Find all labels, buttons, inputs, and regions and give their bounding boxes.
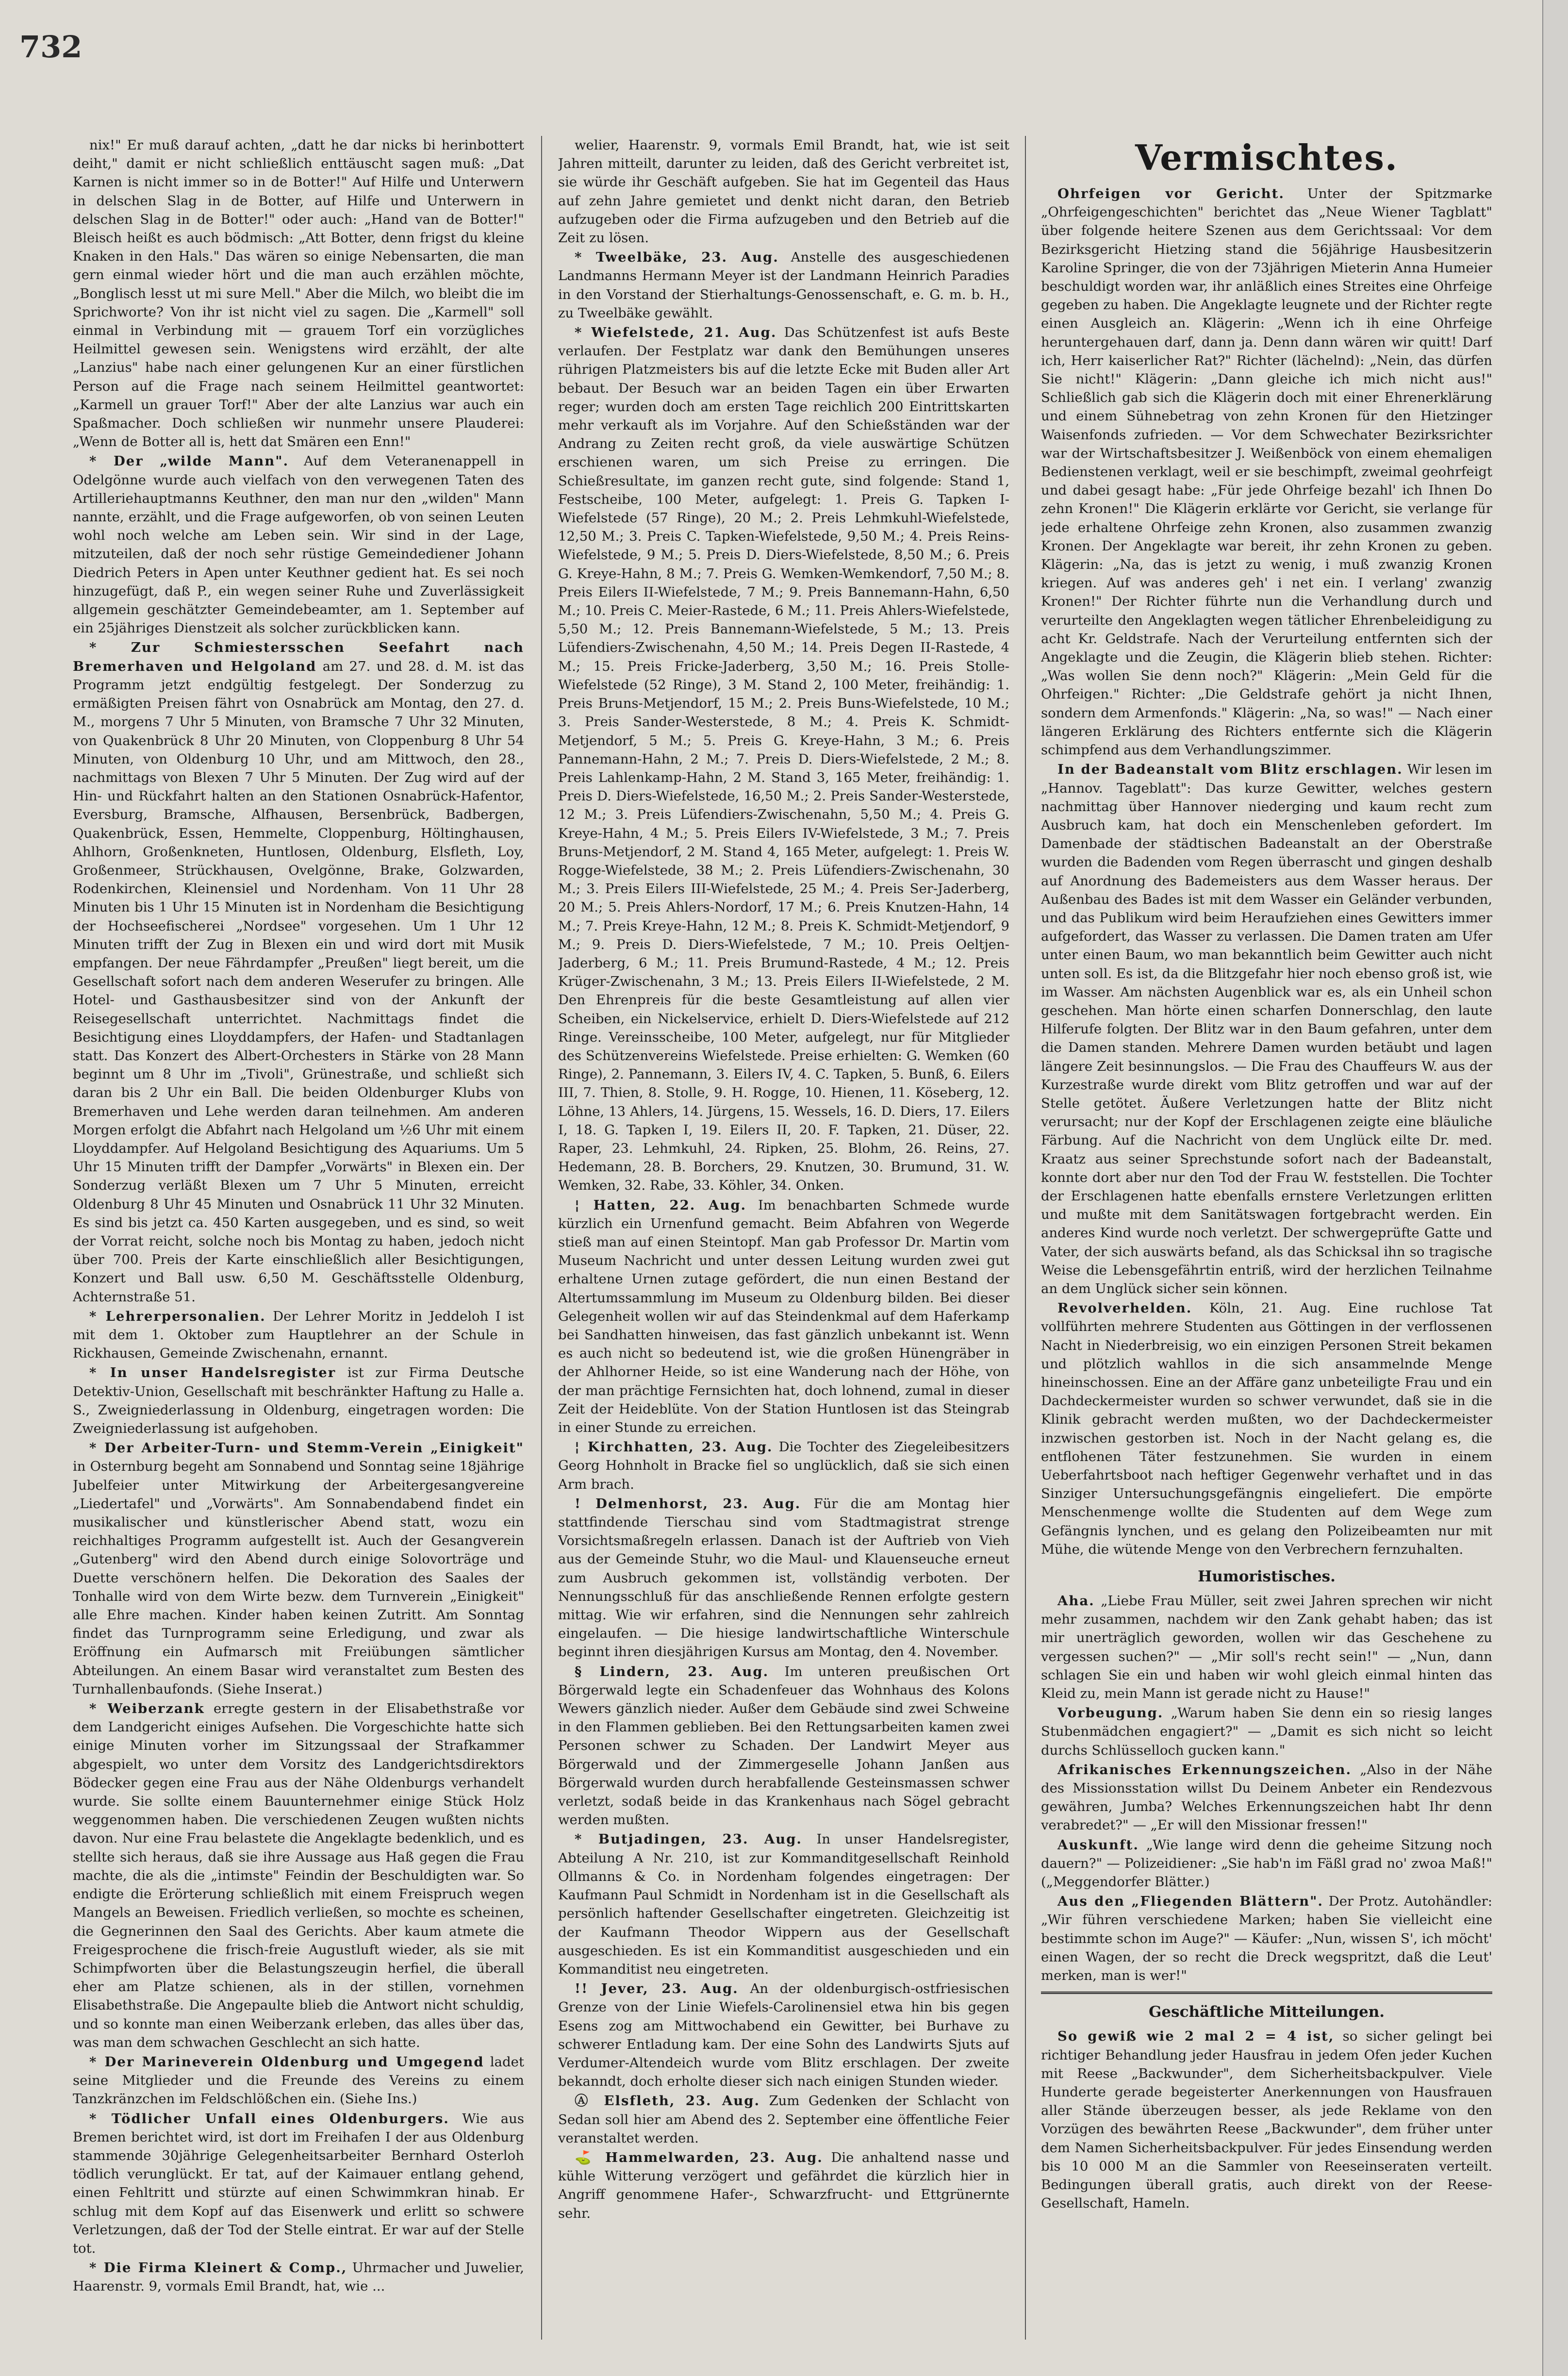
article-text: ladet seine Mitglieder und die Freunde des Vereins zu einem Tanzkränzchen im Feldschlößchen ein. (Siehe Ins.) <box>73 2054 524 2107</box>
article-headline: Vorbeugung. <box>1057 1705 1164 1721</box>
page-number: 732 <box>19 29 83 65</box>
article-paragraph <box>73 1363 524 1438</box>
article-paragraph <box>558 1662 1009 1829</box>
article-headline: ¦ Hatten, 22. Aug. <box>575 1197 747 1213</box>
article-paragraph <box>1041 1299 1492 1559</box>
article-paragraph <box>1041 1761 1492 1835</box>
article-headline: Ohrfeigen vor Gericht. <box>1057 186 1285 201</box>
article-text: Das Schützenfest ist aufs Beste verlaufen. Der Festplatz war dank den Bemühungen unseres rührigen Platzmeisters bis auf die letzte Ecke mit Buden aller Art bebaut. Der Besuch war an beiden Tagen ein über Erwarten reger; wurden doch am ersten Tage reichlich 200 Eintrittskarten mehr verkauft als im Vorjahre. Auf den Schießständen war der Andrang zu Zeiten recht groß, da viele auswärtige Schützen erschienen waren, um sich Preise zu erringen. Die Schießresultate, im ganzen recht gute, sind folgende: Stand 1, Festscheibe, 100 Meter, aufgelegt: 1. Preis G. Tapken I-Wiefelstede (57 Ringe), 20 M.; 2. Preis Lehmkuhl-Wiefelstede, 12,50 M.; 3. Preis C. Tapken-Wiefelstede, 9,50 M.; 4. Preis Reins-Wiefelstede, 9 M.; 5. Preis D. Diers-Wiefelstede, 8,50 M.; 6. Preis G. Kreye-Hahn, 8 M.; 7. Preis G. Wemken-Wemkendorf, 7,50 M.; 8. Preis Eilers II-Wiefelstede, 7 M.; 9. Preis Bannemann-Hahn, 6,50 M.; 10. Preis C. Meier-Rastede, 6 M.; 11. Preis Ahlers-Wiefelstede, 5,50 M.; 12. Preis Bannemann-Wiefelstede, 5 M.; 13. Preis Lüfendiers-Zwischenahn, 4,50 M.; 14. Preis Degen II-Rastede, 4 M.; 15. Preis Fricke-Jaderberg, 3,50 M.; 16. Preis Stolle-Wiefelstede (52 Ringe), 3 M. Stand 2, 100 Meter, freihändig: 1. Preis Bruns-Metjendorf, 15 M.; 2. Preis Buns-Wiefelstede, 10 M.; 3. Preis Sander-Westerstede, 8 M.; 4. Preis K. Schmidt-Metjendorf, 5 M.; 5. Preis G. Kreye-Hahn, 3 M.; 6. Preis Pannemann-Hahn, 2 M.; 7. Preis D. Diers-Wiefelstede, 2 M.; 8. Preis Lahlenkamp-Hahn, 2 M. Stand 3, 165 Meter, freihändig: 1. Preis D. Diers-Wiefelstede, 16,50 M.; 2. Preis Sander-Westerstede, 12 M.; 3. Preis Lüfendiers-Zwischenahn, 5,50 M.; 4. Preis G. Kreye-Hahn, 4 M.; 5. Preis Eilers IV-Wiefelstede, 3 M.; 7. Preis Bruns-Metjendorf, 2 M. Stand 4, 165 Meter, aufgelegt: 1. Preis W. Rogge-Wiefelstede, 38 M.; 2. Preis Lüfendiers-Zwischenahn, 30 M.; 3. Preis Eilers III-Wiefelstede, 25 M.; 4. Preis Ser-Jaderberg, 20 M.; 5. Preis Ahlers-Nordorf, 17 M.; 6. Preis Knutzen-Hahn, 14 M.; 7. Preis Kreye-Hahn, 12 M.; 8. Preis K. Schmidt-Metjendorf, 9 M.; 9. Preis D. Diers-Wiefelstede, 7 M.; 10. Preis Oeltjen-Jaderberg, 6 M.; 11. Preis Brumund-Rastede, 4 M.; 12. Preis Krüger-Zwischenahn, 3 M.; 13. Preis Eilers II-Wiefelstede, 2 M. Den Ehrenpreis für die beste Gesamtleistung auf allen vier Scheiben, ein Nickelservice, erhielt D. Diers-Wiefelstede auf 212 Ringe. Vereinsscheibe, 100 Meter, aufgelegt, nur für Mitglieder des Schützenvereins Wiefelstede. Preise erhielten: G. Wemken (60 Ringe), 2. Pannemann, 3. Eilers IV, 4. C. Tapken, 5. Bunß, 6. Eilers III, 7. Thien, 8. Stolle, 9. H. Rogge, 10. Hienen, 11. Köseberg, 12. Löhne, 13 Ahlers, 14. Jürgens, 15. Wessels, 16. D. Diers, 17. Eilers I, 18. G. Tapken I, 19. Eilers II, 20. F. Tapken, 21. Düser, 22. Raper, 23. Lehmkuhl, 24. Ripken, 25. Blohm, 26. Reins, 27. Hedemann, 28. B. Borchers, 29. Knutzen, 30. Brumund, 31. W. Wemken, 32. Rabe, 33. Köhler, 34. Onken. <box>558 325 1009 1194</box>
article-paragraph <box>1041 184 1492 759</box>
article-text: am 27. und 28. d. M. ist das Programm jetzt endgültig festgelegt. Der Sonderzug zu ermäßigten Preisen fährt von Osnabrück am Montag, den 27. d. M., morgens 7 Uhr 5 Minuten, von Bramsche 7 Uhr 32 Minuten, von Quakenbrück 8 Uhr 20 Minuten, von Cloppenburg 8 Uhr 54 Minuten, von Oldenburg 10 Uhr, und am Mittwoch, den 28., nachmittags von Blexen 7 Uhr 5 Minuten. Der Zug wird auf der Hin- und Rückfahrt halten an den Stationen Osnabrück-Hafentor, Eversburg, Bramsche, Alfhausen, Bersenbrück, Badbergen, Quakenbrück, Essen, Hemmelte, Cloppenburg, Höltinghausen, Ahlhorn, Großenkneten, Huntlosen, Oldenburg, Elsfleth, Loy, Großenmeer, Strückhausen, Ovelgönne, Brake, Golzwarden, Rodenkirchen, Kleinensiel und Nordenham. Von 11 Uhr 28 Minuten bis 1 Uhr 15 Minuten ist in Nordenham die Besichtigung der Hochseefischerei „Nordsee" vorgesehen. Um 1 Uhr 12 Minuten trifft der Zug in Blexen ein und wird dort mit Musik empfangen. Der neue Fährdampfer „Preußen" liegt bereit, um die Gesellschaft sofort nach dem anderen Weserufer zu bringen. Alle Hotel- und Gasthausbesitzer sind von der Ankunft der Reisegesellschaft unterrichtet. Nachmittags findet die Besichtigung eines Lloyddampfers, der Hafen- und Stadtanlagen statt. Das Konzert des Albert-Orchesters in Stärke von 28 Mann beginnt um 8 Uhr im „Tivoli", Grünestraße, und schließt sich daran bis 2 Uhr ein Ball. Die beiden Oldenburger Klubs von Bremerhaven und Lehe werden daran teilnehmen. Am anderen Morgen erfolgt die Abfahrt nach Helgoland um ½6 Uhr mit einem Lloyddampfer. Auf Helgoland Besichtigung des Aquariums. Um 5 Uhr 15 Minuten trifft der Dampfer „Vorwärts" in Blexen ein. Der Sonderzug verläßt Blexen um 7 Uhr 5 Minuten, erreicht Oldenburg 8 Uhr 45 Minuten und Osnabrück 11 Uhr 32 Minuten. Es sind bis jetzt ca. 450 Karten ausgegeben, und es sind, so weit der Vorrat reicht, solche noch bis Montag zu haben, jedoch nicht über 700. Preis der Karte einschließlich aller Besichtigungen, Konzert und Ball usw. 6,50 M. Geschäftsstelle Oldenburg, Achternstraße 51. <box>73 658 524 1305</box>
page-edge <box>1542 0 1568 2376</box>
article-text: in Osternburg begeht am Sonnabend und Sonntag seine 18jährige Jubelfeier unter Mitwirkung der Arbeitergesangvereine „Liedertafel" und „Vorwärts". Am Sonnabendabend findet ein musikalischer und künstlerischer Abend statt, wozu ein reichhaltiges Programm aufgestellt ist. Auch der Gesangverein „Gutenberg" wird den Abend durch einige Solovorträge und Duette verschönern helfen. Die Dekoration des Saales der Tonhalle wird von dem Wirte bezw. dem Turnverein „Einigkeit" alle Ehre machen. Kinder haben keinen Zutritt. Am Sonntag findet das Turnprogramm seine Erledigung, und zwar als Eröffnung ein Aufmarsch mit Freiübungen sämtlicher Abteilungen. An einem Basar wird veranstaltet zum Besten des Turnhallenbaufonds. (Siehe Inserat.) <box>73 1459 524 1697</box>
article-headline: ¦ Kirchhatten, 23. Aug. <box>575 1439 773 1455</box>
article-text: „Wie lange wird denn die geheime Sitzung noch dauern?" — Polizeidiener: „Sie hab'n im Fäßl grad no' zwoa Maß!" („Meggendorfer Blätter.) <box>1041 1837 1492 1890</box>
article-text: Wie aus Bremen berichtet wird, ist dort im Freihafen I der aus Oldenburg stammende 30jährige Gelegenheitsarbeiter Bernhard Osterloh tödlich verunglückt. Er tat, auf der Kaimauer entlang gehend, einen Fehltritt und stürzte auf einen Schwimmkran hinab. Er schlug mit dem Kopf auf das Eisenwerk und erlitt so schwere Verletzungen, daß der Tod der Stelle eintrat. Er war auf der Stelle tot. <box>73 2110 524 2256</box>
article-paragraph <box>558 2092 1009 2147</box>
article-headline: Ⓐ Elsfleth, 23. Aug. <box>575 2093 760 2109</box>
article-headline: !! Jever, 23. Aug. <box>575 1981 739 1997</box>
article-paragraph <box>1041 1836 1492 1892</box>
article-paragraph <box>558 1979 1009 2091</box>
article-text: Uhrmacher und Juwelier, Haarenstr. 9, vormals Emil Brandt, hat, wie ... <box>73 2260 524 2294</box>
article-headline: * Tweelbäke, 23. Aug. <box>575 249 779 266</box>
article-text: Anstelle des ausgeschiedenen Landmanns Hermann Meyer ist der Landmann Heinrich Paradies in den Vorstand der Stierhaltungs-Genossenschaft, e. G. m. b. H., zu Tweelbäke gewählt. <box>558 249 1009 321</box>
article-headline: * Weiberzank <box>89 1701 205 1717</box>
article-headline: Revolverhelden. <box>1057 1300 1192 1316</box>
article-paragraph <box>1041 2027 1492 2212</box>
article-headline: ! Delmenhorst, 23. Aug. <box>575 1495 801 1512</box>
article-text: Zum Gedenken der Schlacht von Sedan soll hier am Abend des 2. September eine öffentliche Feier veranstaltet werden. <box>558 2093 1009 2146</box>
article-text: so sicher gelingt bei richtiger Behandlung jeder Hausfrau in jedem Ofen jeder Kuchen mit Reese „Backwunder", dem Sicherheitsbackpulver. Viele Hunderte gerade begeisterter Anerkennungen von Hausfrauen aller Stände überzeugen besser, als jede Reklame von den Vorzügen des bewährten Reese „Backwunder", dem früher unter dem Namen Sicherheitsbackpulver. Für jedes Einsendung werden bis 10 000 M an die Sammler von Reeseinseraten verteilt. Bedingungen überall gratis, auch direkt von der Reese-Gesellschaft, Hameln. <box>1041 2028 1492 2211</box>
article-text: Für die am Montag hier stattfindende Tierschau sind vom Stadtmagistrat strenge Vorsichtsmaßregeln erlassen. Danach ist der Auftrieb von Vieh aus der Gemeinde Stuhr, wo die Maul- und Klauenseuche erneut zum Ausbruch gekommen ist, vollständig verboten. Der Nennungsschluß für das anschließende Rennen erfolgte gestern mittag. Wie wir erfahren, sind die Nennungen sehr zahlreich eingelaufen. — Die hiesige landwirtschaftliche Winterschule beginnt ihren diesjährigen Kursus am Montag, den 4. November. <box>558 1495 1009 1660</box>
article-paragraph <box>558 1196 1009 1437</box>
column-right <box>1041 136 1492 2369</box>
article-text: ist zur Firma Deutsche Detektiv-Union, Gesellschaft mit beschränkter Haftung zu Halle a. S., Zweigniederlassung in Oldenburg, eingetragen worden: Die Zweigniederlassung ist aufgehoben. <box>73 1365 524 1437</box>
article-text: Die Tochter des Ziegeleibesitzers Georg Hohnholt in Bracke fiel so unglücklich, daß sie sich einen Arm brach. <box>558 1439 1009 1492</box>
article-paragraph <box>73 638 524 1306</box>
article-paragraph <box>558 248 1009 322</box>
article-headline: § Lindern, 23. Aug. <box>575 1663 769 1679</box>
section-heading-vermischtes: Vermischtes. <box>1135 137 1398 178</box>
article-paragraph <box>558 1495 1009 1662</box>
article-paragraph <box>73 2259 524 2295</box>
article-text: nix!" Er muß darauf achten, „datt he dar nicks bi herinbottert deiht," damit er nicht schließlich enttäuscht sagen muß: „Dat Karnen is nicht immer so in de Botter!" Auf Hilfe und Unterwern in delschen Slag in de Botter, auf Hilfe und Unterwern in delschen Slag in de Botter!" oder auch: „Hand van de Botter!" Bleisch heißt es auch bödmisch: „Att Botter, denn frigst du kleine Knaken in den Hals." Das wären so einige Nebensarten, die man gern einmal wieder hört und die man auch erzählen möchte, „Bonglisch lesst ut mi sure Mell." Aber die Milch, wo bleibt die im Sprichworte? Von ihr ist nicht viel zu sagen. Die „Karmell" soll einmal in Verbindung mit — grauem Torf ein vorzügliches Heilmittel gewesen sein. Wenigstens wird erzählt, der alte „Lanzius" habe nach einer gelungenen Kur an einer fürstlichen Person auf die Frage nach seinem Heilmittel geantwortet: „Karmell un grauer Torf!" Aber der alte Lanzius war auch ein Spaßmacher. Doch schließen wir nunmehr unsere Plauderei: „Wenn de Botter all is, hett dat Smären een Enn!" <box>73 137 524 450</box>
article-paragraph <box>1041 1704 1492 1760</box>
column-rule <box>1025 136 1026 2340</box>
article-headline: Aus den „Fliegenden Blättern". <box>1057 1894 1323 1910</box>
article-headline: * Der Marineverein Oldenburg und Umgegend <box>89 2054 484 2070</box>
article-text: Wir lesen im „Hannov. Tageblatt": Das kurze Gewitter, welches gestern nachmittag über Hannover niederging und kaum recht zum Ausbruch kam, hat doch ein Menschenleben gefordert. Im Damenbade der städtischen Badeanstalt an der Oberstraße wurden die Badenden vom Regen überrascht und gingen deshalb auf Anordnung des Bademeisters aus dem Wasser heraus. Der Außenbau des Bades ist mit dem Wasser ein Geländer verbunden, und das Publikum wird beim Heraufziehen eines Gewitters immer aufgefordert, das Wasser zu verlassen. Die Damen traten am Ufer unter einen Baum, wo man bekanntlich beim Gewitter auch nicht unten soll. Es ist, da die Blitzgefahr hier noch ebenso groß ist, wie im Wasser. Am nächsten Augenblick war es, als ein Unheil schon geschehen. Man hörte einen scharfen Donnerschlag, den laute Hilferufe folgten. Der Blitz war in den Baum gefahren, unter dem die Damen standen. Mehrere Damen wurden betäubt und lagen längere Zeit besinnungslos. — Die Frau des Chauffeurs W. aus der Kurzestraße wurde direkt vom Blitz getroffen und war auf der Stelle getötet. Äußere Verletzungen hatte der Blitz nicht verursacht; nur der Kopf der Erschlagenen zeigte eine bläuliche Färbung. Auf die Nachricht von dem Unglück eilte Dr. med. Kraatz aus seiner Sprechstunde sofort nach der Badeanstalt, konnte dort aber nur den Tod der Frau W. feststellen. Die Tochter der Erschlagenen hatte ebenfalls ernstere Verletzungen erlitten und mußte mit dem Sanitätswagen fortgebracht werden. Ein anderes Kind wurde noch verletzt. Der schwergeprüfte Gatte und Vater, der sich auswärts befand, als das Schicksal ihn so tragische Weise die Lebensgefährtin entriß, wird der herzlichen Teilnahme an dem Unglück sicher sein können. <box>1041 762 1492 1296</box>
article-text: Im benachbarten Schmede wurde kürzlich ein Urnenfund gemacht. Beim Abfahren von Wegerde stieß man auf einen Steintopf. Man gab Professor Dr. Martin vom Museum Nachricht und unter dessen Leitung wurden zwei gut erhaltene Urnen zutage gefördert, die nun einen Bestand der Altertumssammlung im Museum zu Oldenburg bilden. Bei dieser Gelegenheit wollen wir auf das Steindenkmal auf dem Haferkamp bei Sandhatten hinweisen, das fast gänzlich unbekannt ist. Wenn es auch nicht so bedeutend ist, wie die großen Hünengräber in der Ahlhorner Heide, so ist eine Wanderung nach der Höhe, von der man prächtige Fernsichten hat, doch lohnend, zumal in dieser Zeit der Heideblüte. Von der Station Huntlosen ist das Steingrab in einer Stunde zu erreichen. <box>558 1197 1009 1436</box>
article-headline: * Tödlicher Unfall eines Oldenburgers. <box>89 2110 449 2127</box>
article-headline: Auskunft. <box>1057 1837 1139 1853</box>
column-rule <box>541 136 542 2340</box>
article-text: Im unteren preußischen Ort Börgerwald legte ein Schadenfeuer das Wohnhaus des Kolons Wewers gänzlich nieder. Außer dem Gebäude sind zwei Schweine in den Flammen geblieben. Bei den Rettungsarbeiten kamen zwei Personen schwer zu Schaden. Der Landwirt Meyer aus Börgerwald und der Zimmergeselle Johann Janßen aus Börgerwald wurden durch herabfallende Gesteinsmassen schwer verletzt, sodaß beide in das Krankenhaus nach Sögel gebracht werden mußten. <box>558 1663 1009 1828</box>
article-paragraph <box>73 2053 524 2109</box>
article-headline: Afrikanisches Erkennungszeichen. <box>1057 1761 1352 1778</box>
article-text: In unser Handelsregister, Abteilung A Nr. 210, ist zur Kommanditgesellschaft Reinhold Ollmanns & Co. in Nordenham folgendes eingetragen: Der Kaufmann Paul Schmidt in Nordenham ist in die Gesellschaft als persönlich haftender Gesellschafter eingetreten. Gleichzeitig ist der Kaufmann Theodor Wippern aus der Gesellschaft ausgeschieden. Es ist ein Kommanditist ausgeschieden und ein Kommanditist neu eingetreten. <box>558 1831 1009 1977</box>
article-paragraph <box>558 1438 1009 1494</box>
article-text: Die anhaltend nasse und kühle Witterung verzögert und gefährdet die kürzlich hier in Angriff genommene Hafer-, Schwarzfrucht- und Ettgrünernte sehr. <box>558 2149 1009 2221</box>
article-headline: * In unser Handelsregister <box>89 1365 336 1381</box>
article-headline: * Die Firma Kleinert & Comp., <box>89 2260 347 2276</box>
article-paragraph <box>558 323 1009 1195</box>
article-text: Auf dem Veteranenappell in Odelgönne wurde auch vielfach von den verwegenen Taten des Artilleriehauptmanns Keuthner, den man nur den „wilden" Mann nannte, erzählt, und die Frage aufgeworfen, ob von seinen Leuten wohl noch welche am Leben sein. Wir sind in der Lage, mitzuteilen, daß der noch sehr rüstige Gemeindediener Johann Diedrich Peters in Apen unter Keuthner gedient hat. Es sei noch hinzugefügt, daß P., ein wegen seiner Ruhe und Zuverlässigkeit allgemein geschätzter Gemeindebeamter, am 1. September auf ein 25jähriges Dienstzeit als solcher zurückblicken kann. <box>73 453 524 636</box>
article-headline: * Zur Schmiestersschen Seefahrt nach Bremerhaven und Helgoland <box>73 640 524 674</box>
article-text: erregte gestern in der Elisabethstraße vor dem Landgericht einiges Aufsehen. Die Vorgeschichte hatte sich einige Minuten vorher im Sitzungssaal der Strafkammer abgespielt, wo unter dem Vorsitz des Landgerichtsdirektors Bödecker gegen eine Frau aus der Nähe Oldenburgs verhandelt wurde. Sie sollte einem Bauunternehmer einige Stück Holz weggenommen haben. Die verschiedenen Zeugen wußten nichts davon. Nur eine Frau belastete die Angeklagte bedenklich, und es stellte sich heraus, daß sie ihre Aussage aus Haß gegen die Frau machte, die als die „intimste" Feindin der Beschuldigten war. So endigte die Erörterung schließlich mit einem Freispruch wegen Mangels an Beweisen. Friedlich verließen, so mochte es scheinen, die Gegnerinnen den Saal des Gerichts. Aber kaum atmete die Freigesprochene die frisch-freie Augustluft wieder, als sie mit Schimpfworten über die Belastungszeugin herfiel, die überall eher am Platze schienen, als in der stillen, vornehmen Elisabethstraße. Die Angepaulte blieb die Antwort nicht schuldig, und so konnte man einen Weiberzank erleben, das alles über das, was man dem schwachen Geschlecht an sich hatte. <box>73 1701 524 2050</box>
business-notices <box>1041 2027 1492 2212</box>
article-headline: So gewiß wie 2 mal 2 = 4 ist, <box>1057 2028 1335 2044</box>
article-headline: * Wiefelstede, 21. Aug. <box>575 325 777 341</box>
section-divider <box>1041 1992 1492 1994</box>
article-paragraph <box>73 136 524 451</box>
article-paragraph <box>73 1699 524 2052</box>
article-text: „Liebe Frau Müller, seit zwei Jahren sprechen wir nicht mehr zusammen, nachdem wir den Zank gehabt haben; das ist mir unerträglich geworden, wollen wir das Geschehene zu vergessen suchen?" — „Mir soll's recht sein!" — „Nun, dann schlagen Sie ein und haben wir wohl gleich einmal hinten das Kleid zu, mein Mann ist gerade nicht zu Hause!" <box>1041 1593 1492 1702</box>
article-paragraph <box>73 2110 524 2258</box>
column-middle <box>558 136 1009 2369</box>
section-heading-business: Geschäftliche Mitteilungen. <box>1148 2003 1385 2021</box>
column-left <box>73 136 524 2369</box>
article-text: „Also in der Nähe des Missionsstation willst Du Deinem Anbeter ein Rendezvous gewähren, Jumba? Welches Erkennungszeichen habt Ihr denn verabredet?" — „Er will den Missionar fressen!" <box>1041 1761 1492 1833</box>
article-headline: * Der Arbeiter-Turn- und Stemm-Verein „Einigkeit" <box>89 1440 524 1456</box>
article-paragraph <box>558 1830 1009 1978</box>
article-headline: In der Badeanstalt vom Blitz erschlagen. <box>1057 762 1403 778</box>
article-text: Der Protz. Autohändler: „Wir führen verschiedene Marken; haben Sie vielleicht eine bestimmte schon im Auge?" — Käufer: „Nun, wissen S', ich möcht' einen Wagen, der so recht die Dreck wegspritzt, daß die Leut' merken, man is wer!" <box>1041 1894 1492 1984</box>
humor-articles <box>1041 1592 1492 1985</box>
article-headline: Aha. <box>1057 1593 1095 1609</box>
article-headline: * Lehrerpersonalien. <box>89 1308 266 1324</box>
article-headline: * Der „wilde Mann". <box>89 453 289 469</box>
article-paragraph <box>558 136 1009 247</box>
article-headline: * Butjadingen, 23. Aug. <box>575 1831 802 1847</box>
article-paragraph <box>73 1439 524 1698</box>
article-text: Der Lehrer Moritz in Jeddeloh I ist mit dem 1. Oktober zum Hauptlehrer an der Schule in Rickhausen, Gemeinde Zwischenahn, ernannt. <box>73 1308 524 1362</box>
article-paragraph <box>558 2148 1009 2223</box>
article-text: welier, Haarenstr. 9, vormals Emil Brandt, hat, wie ist seit Jahren mitteilt, darunter zu leiden, daß des Gericht verbreitet ist, sie würde ihr Geschäft aufgeben. Sie hat im Gegenteil das Haus auf zehn Jahre gemietet und denkt nicht daran, den Betrieb aufzugeben oder die Firma aufzugeben und den Betrieb auf die Zeit zu lösen. <box>558 137 1009 246</box>
article-text: An der oldenburgisch-ostfriesischen Grenze von der Linie Wiefels-Carolinensiel etwa hin bis gegen Esens zog am Mittwochabend ein Gewitter, bei Burhave zu schwerer Entladung kam. Der eine Sohn des Landwirts Sjuts auf Verdumer-Altendeich wurde vom Blitz erschlagen. Der zweite bekanndt, doch erholte dieser sich nach einigen Stunden wieder. <box>558 1981 1009 2090</box>
article-text: „Warum haben Sie denn ein so riesig langes Stubenmädchen engagiert?" — „Damit es sich nicht so leicht durchs Schlüsselloch gucken kann." <box>1041 1705 1492 1758</box>
article-paragraph <box>73 452 524 637</box>
vermischtes-articles <box>1041 184 1492 1559</box>
article-headline: ⛳ Hammelwarden, 23. Aug. <box>575 2149 823 2165</box>
article-paragraph <box>73 1307 524 1363</box>
article-paragraph <box>1041 1892 1492 1985</box>
article-text: Köln, 21. Aug. Eine ruchlose Tat vollführten mehrere Studenten aus Göttingen in der verflossenen Nacht in Niederbreisig, wo ein einzigen Personen Streit bekamen und plötzlich wahllos in die sich ansammelnde Menge hineinschossen. Eine an der Affäre ganz unbeteiligte Frau und ein Dachdeckermeister wurden so schwer verwundet, daß sie in die Klinik gebracht werden mußten, wo der Dachdeckermeister inzwischen gestorben ist. Noch in der Nacht gelang es, die entflohenen Täter festzunehmen. Sie wurden in einem Ueberfahrtsboot nach heftiger Gegenwehr verhaftet und in das Sinziger Untersuchungsgefängnis eingeliefert. Die empörte Menschenmenge wollte die Studenten auf dem Wege zum Gefängnis lynchen, und es gelang den Polizeibeamten nur mit Mühe, die wütende Menge von den Verbrechern fernzuhalten. <box>1041 1300 1492 1557</box>
article-text: Unter der Spitzmarke „Ohrfeigengeschichten" berichtet das „Neue Wiener Tagblatt" über folgende heitere Szenen aus dem Gerichtssaal: Vor dem Bezirksgericht Hietzing stand die 56jährige Hausbesitzerin Karoline Springer, die von der 73jährigen Mieterin Anna Humeier beschuldigt worden war, ihr anläßlich eines Streites eine Ohrfeige gegeben zu haben. Die Angeklagte leugnete und der Richter regte einen Ausgleich an. Klägerin: „Wenn ich ih eine Ohrfeige heruntergehauen darf, dann ja. Denn dann wären wir quitt! Darf ich, Herr kaiserlicher Rat?" Richter (lächelnd): „Nein, das dürfen Sie nicht!" Klägerin: „Dann gleiche ich mich nicht aus!" Schließlich gab sich die Klägerin doch mit einer Ehrenerklärung und einem Sühnebetrag von zehn Kronen für den Hietzinger Waisenfonds zufrieden. — Vor dem Schwechater Bezirksrichter war der Wirtschaftsbesitzer J. Weißenböck von einem ehemaligen Bedienstenen verklagt, weil er sie beschimpft, zweimal geohrfeigt und dabei gesagt habe: „Für jede Ohrfeige bezahl' ich Ihnen Do zehn Kronen!" Die Klägerin erklärte vor Gericht, sie verlange für jede erhaltene Ohrfeige zehn Kronen, also zusammen zwanzig Kronen. Der Angeklagte war bereit, ihr zehn Kronen zu geben. Klägerin: „Na, das is jetzt zu wenig, i muß zwanzig Kronen kriegen. Auf was anderes geh' i net ein. I verlang' zwanzig Kronen!" Der Richter führte nun die Verhandlung durch und verurteilte den Angeklagten wegen tätlicher Ehrenbeleidigung zu acht Kr. Geldstrafe. Nach der Verurteilung entfernten sich der Angeklagte und die Zeugin, die Klägerin blieb stehen. Richter: „Was wollen Sie denn noch?" Klägerin: „Mein Geld für die Ohrfeigen." Richter: „Die Geldstrafe gehört ja nicht Ihnen, sondern dem Armenfonds." Klägerin: „Na, so was!" — Nach einer längeren Erklärung des Richters entfernte sich die Klägerin schimpfend aus dem Verhandlungszimmer. <box>1041 186 1492 758</box>
article-paragraph <box>1041 1592 1492 1703</box>
article-paragraph <box>1041 760 1492 1298</box>
section-heading-humor: Humoristisches. <box>1198 1568 1336 1586</box>
